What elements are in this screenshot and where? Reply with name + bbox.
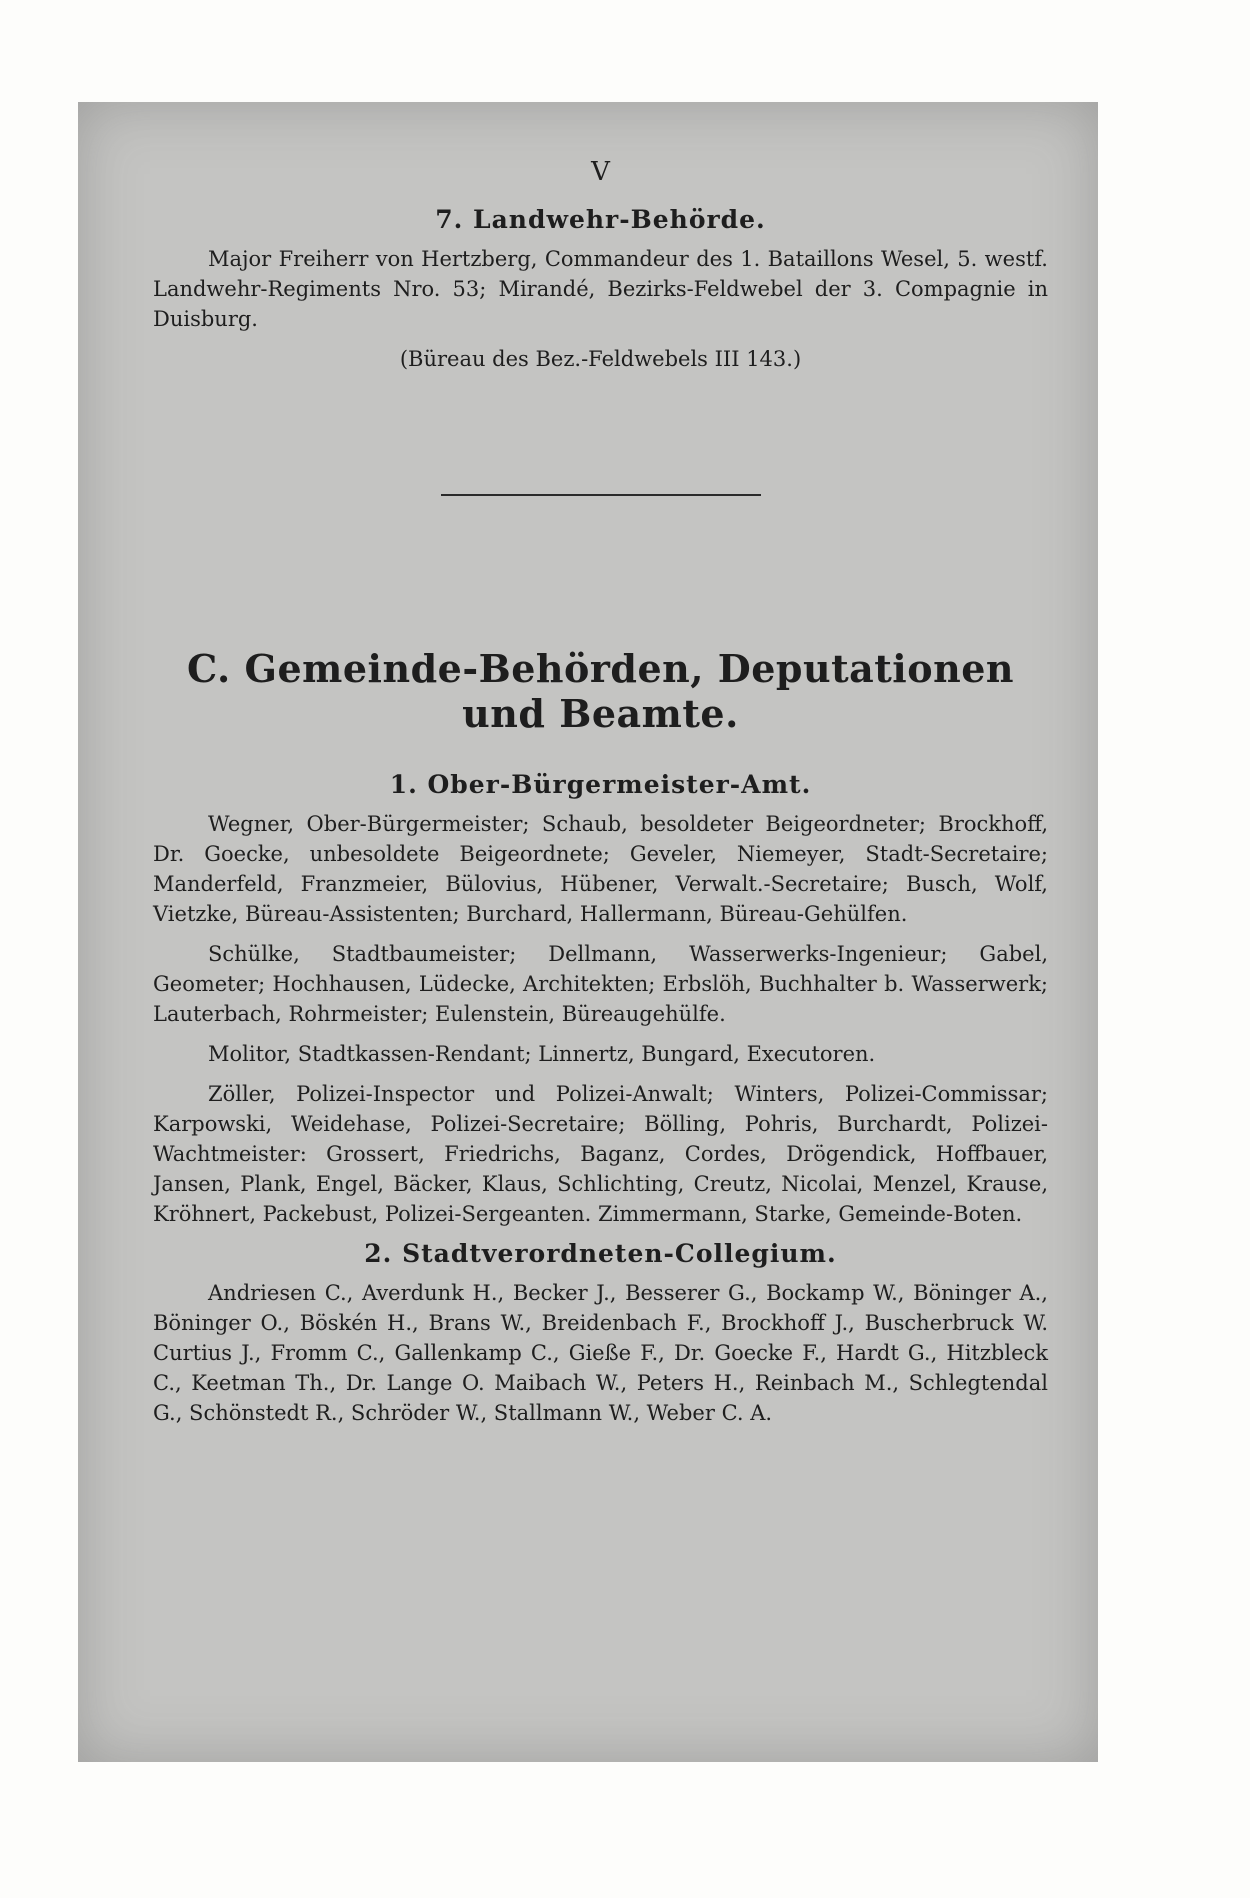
landwehr-heading: 7. Landwehr-Behörde. bbox=[435, 205, 766, 234]
landwehr-office: (Büreau des Bez.-Feldwebels III 143.) bbox=[399, 347, 802, 371]
chapter-heading: C. Gemeinde-Behörden, Deputationen und Beamte. bbox=[186, 646, 1015, 736]
ober-buergermeister-heading: 1. Ober-Bürgermeister-Amt. bbox=[389, 770, 812, 799]
ober-buergermeister-paragraph: Zöller, Polizei-Inspector und Polizei-Anwalt; Winters, Polizei-Commissar; Karpowski, Weidehase, Polizei-Secretaire; Bölling, Pohris, Burchardt, Polizei-Wachtmeister: Grossert, Friedrichs, Baganz, Cordes, Drögendick, Hoffbauer, Jansen, Plank, Engel, Bäcker, Klaus, Schlichting, Creutz, Nicolai, Menzel, Krause, Kröhnert, Packebust, Polizei-Sergeanten. Zimmermann, Starke, Gemeinde-Boten. bbox=[153, 1082, 1048, 1226]
stadtverordneten-text: Andriesen C., Averdunk H., Becker J., Besserer G., Bockamp W., Böninger A., Böninger O., Böskén H., Brans W., Breidenbach F., Brockhoff J., Buscherbruck W. Curtius J., Fromm C., Gallenkamp C., Gieße F., Dr. Goecke F., Hardt G., Hitzbleck C., Keetman Th., Dr. Lange O. Maibach W., Peters H., Reinbach M., Schlegtendal G., Schönstedt R., Schröder W., Stallmann W., Weber C. A. bbox=[153, 1281, 1048, 1425]
stadtverordneten-heading: 2. Stadtverordneten-Collegium. bbox=[364, 1239, 837, 1268]
section-divider bbox=[441, 494, 761, 496]
ober-buergermeister-paragraph: Schülke, Stadtbaumeister; Dellmann, Wasserwerks-Ingenieur; Gabel, Geometer; Hochhausen, Lüdecke, Architekten; Erbslöh, Buchhalter b. Wasserwerk; Lauterbach, Rohrmeister; Eulenstein, Büreaugehülfe. bbox=[153, 942, 1048, 1026]
scanned-page bbox=[78, 102, 1098, 1762]
landwehr-text: Major Freiherr von Hertzberg, Commandeur des 1. Bataillons Wesel, 5. westf. Landwehr-Regiments Nro. 53; Mirandé, Bezirks-Feldwebel der 3. Compagnie in Duisburg. bbox=[153, 247, 1048, 331]
page-content bbox=[153, 157, 1048, 1438]
ober-buergermeister-paragraph: Molitor, Stadtkassen-Rendant; Linnertz, Bungard, Executoren. bbox=[208, 1042, 876, 1066]
ober-buergermeister-paragraph: Wegner, Ober-Bürgermeister; Schaub, besoldeter Beigeordneter; Brockhoff, Dr. Goecke, unbesoldete Beigeordnete; Geveler, Niemeyer, Stadt-Secretaire; Manderfeld, Franzmeier, Bülovius, Hübener, Verwalt.-Secretaire; Busch, Wolf, Vietzke, Büreau-Assistenten; Burchard, Hallermann, Büreau-Gehülfen. bbox=[153, 812, 1048, 926]
page-number: V bbox=[591, 157, 610, 187]
